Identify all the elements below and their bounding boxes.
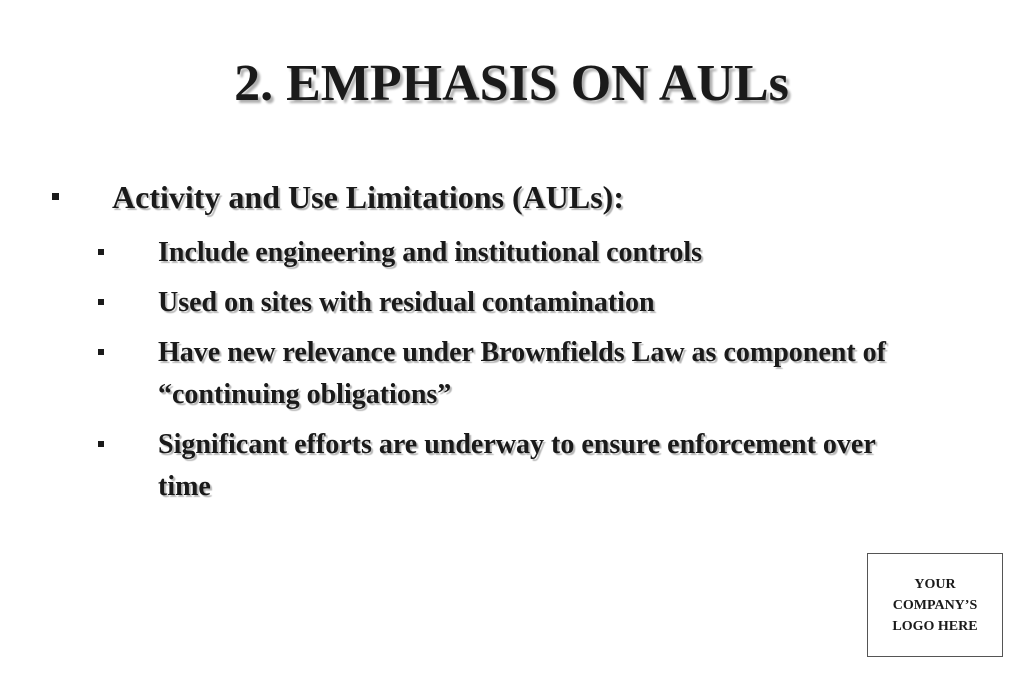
sub-bullet-item [98, 232, 978, 274]
main-bullet-text: Activity and Use Limitations (AULs): [112, 179, 624, 215]
sub-bullet-text: Used on sites with residual contamination [158, 287, 655, 318]
sub-bullet-item [98, 424, 978, 508]
square-bullet-icon [98, 349, 104, 355]
logo-text-line: LOGO HERE [892, 618, 978, 634]
square-bullet-icon [52, 193, 59, 200]
logo-text-line: YOUR [914, 576, 956, 592]
square-bullet-icon [98, 249, 104, 255]
sub-bullet-text: Include engineering and institutional controls [158, 237, 703, 268]
sub-bullet-text: Have new relevance under Brownfields Law as component of “continuing obligations” [158, 337, 886, 410]
square-bullet-icon [98, 299, 104, 305]
sub-bullet-item [98, 282, 978, 324]
sub-bullet-list [98, 232, 978, 516]
logo-placeholder-text [872, 574, 998, 637]
sub-bullet-text: Significant efforts are underway to ensure enforcement over time [158, 429, 876, 502]
sub-bullet-item [98, 332, 978, 416]
logo-placeholder [867, 553, 1003, 657]
square-bullet-icon [98, 441, 104, 447]
slide-title: 2. EMPHASIS ON AULs [234, 55, 789, 112]
logo-text-line: COMPANY’S [892, 597, 978, 613]
